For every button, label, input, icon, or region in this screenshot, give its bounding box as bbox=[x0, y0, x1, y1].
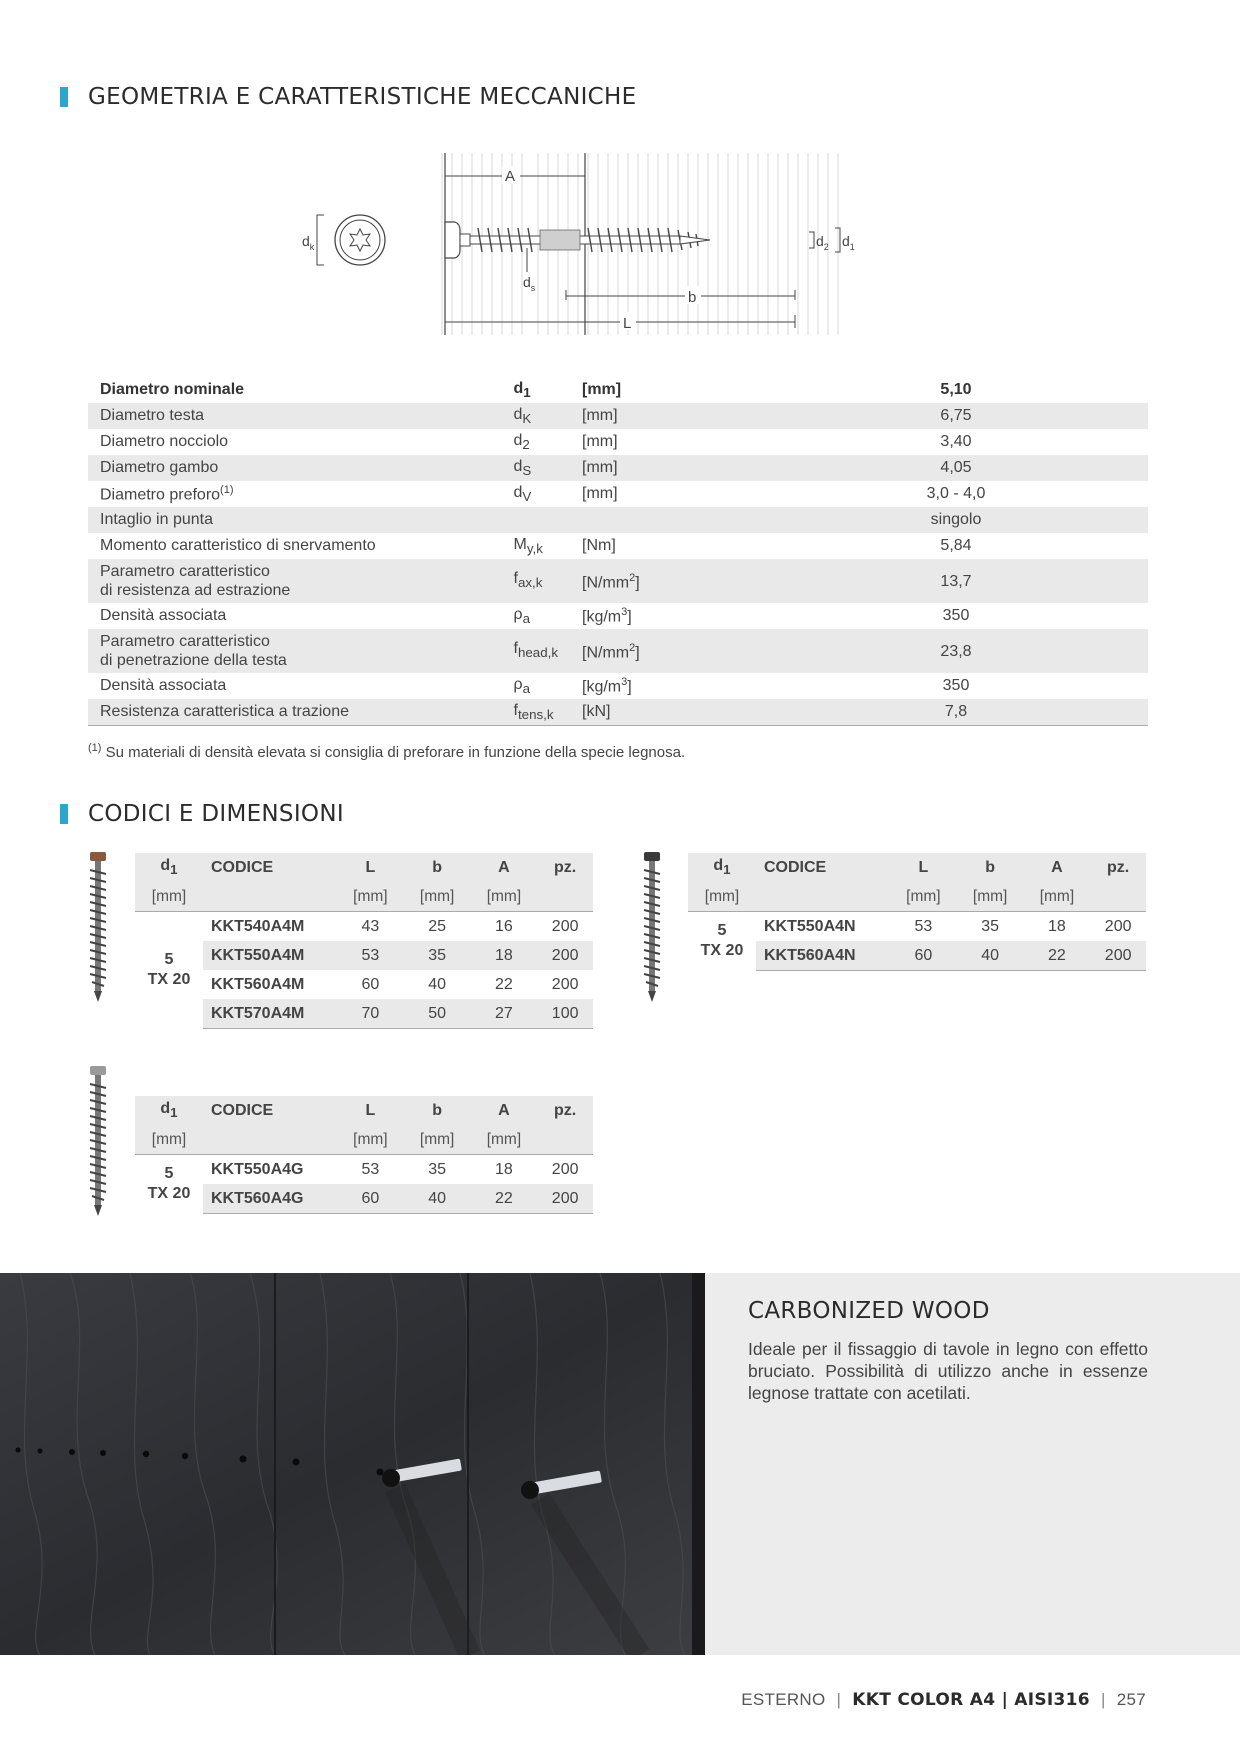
label-A: A bbox=[505, 168, 516, 185]
b-cell: 40 bbox=[957, 941, 1024, 971]
code-cell: KKT570A4M bbox=[203, 999, 337, 1029]
A-cell: 27 bbox=[471, 999, 538, 1029]
table-row bbox=[88, 507, 1148, 533]
b-cell: 35 bbox=[957, 912, 1024, 942]
A-cell: 22 bbox=[1024, 941, 1091, 971]
page-number: 257 bbox=[1116, 1690, 1146, 1709]
property-symbol: $\rho_a$ bbox=[513, 605, 531, 627]
table-row bbox=[88, 403, 1148, 429]
table-row bbox=[88, 377, 1148, 403]
property-value: 350 bbox=[942, 677, 970, 694]
code-cell: KKT550A4G bbox=[203, 1155, 337, 1185]
property-symbol: $d_1$ bbox=[513, 379, 531, 401]
section-title-text: GEOMETRIA E CARATTERISTICHE MECCANICHE bbox=[88, 84, 637, 110]
unit-label: [mm] bbox=[906, 887, 941, 905]
code-cell: KKT540A4M bbox=[203, 912, 337, 942]
unit-label: [mm] bbox=[353, 1130, 388, 1148]
property-name: Diametro gambo bbox=[88, 455, 502, 481]
header-code: CODICE bbox=[211, 858, 274, 876]
table-row bbox=[688, 912, 1146, 942]
A-cell: 22 bbox=[495, 975, 513, 993]
property-name: Intaglio in punta bbox=[88, 507, 502, 533]
property-symbol: $\rho_a$ bbox=[513, 675, 531, 697]
d1-value: 5 TX 20 bbox=[135, 912, 203, 1029]
property-value: 4,05 bbox=[764, 455, 1148, 481]
L-cell: 60 bbox=[361, 975, 380, 993]
section-marker bbox=[60, 87, 68, 107]
header-d1: $d_1$ bbox=[713, 857, 731, 878]
property-unit: [kN] bbox=[570, 699, 764, 726]
footer-section: ESTERNO bbox=[741, 1690, 826, 1709]
section-title-text: CODICI E DIMENSIONI bbox=[88, 801, 344, 827]
b-cell: 25 bbox=[404, 912, 471, 942]
pz-cell: 200 bbox=[551, 975, 579, 993]
label-dk: $d_k$ bbox=[302, 233, 315, 252]
property-value: 350 bbox=[942, 607, 970, 624]
property-name: Diametro testa bbox=[88, 403, 502, 429]
unit-label: [mm] bbox=[419, 1130, 455, 1148]
code-cell: KKT560A4G bbox=[203, 1184, 337, 1214]
property-value: singolo bbox=[764, 507, 1148, 533]
header-b: b bbox=[985, 858, 996, 876]
property-value: 3,0 - 4,0 bbox=[926, 485, 986, 502]
property-unit: $[N/mm^2]$ bbox=[570, 559, 764, 603]
code-cell: KKT560A4M bbox=[211, 975, 305, 993]
property-unit: [mm] bbox=[582, 433, 618, 450]
L-cell: 53 bbox=[337, 941, 404, 970]
A-cell: 18 bbox=[1024, 912, 1091, 942]
header-d1: $d_1$ bbox=[160, 1100, 178, 1121]
property-value: 5,10 bbox=[940, 381, 972, 398]
property-unit: [mm] bbox=[570, 403, 764, 429]
L-cell: 43 bbox=[337, 912, 404, 942]
section-marker bbox=[60, 804, 68, 824]
property-value: 5,84 bbox=[940, 537, 972, 554]
label-d1: $d_1$ bbox=[842, 233, 855, 252]
header-L: L bbox=[918, 858, 929, 876]
carbonized-wood-panel bbox=[705, 1273, 1240, 1655]
screw-n-icon bbox=[640, 852, 664, 1004]
property-symbol: $d_V$ bbox=[513, 483, 532, 505]
property-symbol bbox=[502, 507, 570, 533]
property-symbol: $d_K$ bbox=[502, 403, 570, 429]
property-symbol: $M_{y,k}$ bbox=[513, 535, 543, 557]
L-cell: 53 bbox=[337, 1155, 404, 1185]
header-A: A bbox=[498, 858, 510, 876]
property-unit: $[kg/m^3]$ bbox=[582, 675, 632, 696]
panel-description: Ideale per il fissaggio di tavole in legno con effetto bruciato. Possibilità di utilizzo anche in essenze legnose trattate con acetilati. bbox=[748, 1339, 1148, 1403]
property-symbol: $d_2$ bbox=[513, 431, 530, 453]
unit-label: [mm] bbox=[486, 887, 522, 905]
property-value: 13,7 bbox=[764, 559, 1148, 603]
property-unit: [mm] bbox=[582, 485, 618, 502]
property-unit: $[kg/m^3]$ bbox=[582, 605, 632, 626]
table-row bbox=[88, 629, 1148, 673]
header-L: L bbox=[365, 858, 376, 876]
property-symbol: $d_S$ bbox=[502, 455, 570, 481]
A-cell: 18 bbox=[471, 941, 538, 970]
table-row bbox=[88, 559, 1148, 603]
table-row bbox=[88, 673, 1148, 699]
pz-cell: 200 bbox=[537, 1155, 593, 1185]
table-row bbox=[88, 533, 1148, 559]
screw-diagram bbox=[290, 150, 950, 340]
property-unit: [mm] bbox=[582, 381, 622, 398]
header-pz: pz. bbox=[554, 858, 577, 876]
property-name: Momento caratteristico di snervamento bbox=[100, 537, 376, 554]
codes-table-g bbox=[135, 1096, 593, 1214]
property-value: 23,8 bbox=[764, 629, 1148, 673]
table-row bbox=[88, 699, 1148, 726]
property-name: Diametro nominale bbox=[100, 381, 245, 398]
b-cell: 35 bbox=[404, 941, 471, 970]
header-b: b bbox=[432, 858, 443, 876]
codes-table-m bbox=[135, 853, 593, 1029]
L-cell: 60 bbox=[337, 1184, 404, 1214]
screw-g-icon bbox=[86, 1066, 110, 1218]
pz-cell: 100 bbox=[537, 999, 593, 1029]
property-symbol: $f_{head,k}$ bbox=[502, 629, 570, 673]
codes-table-n bbox=[688, 853, 1146, 971]
section-title-geometry bbox=[60, 84, 636, 110]
code-cell: KKT550A4N bbox=[756, 912, 890, 942]
property-name: Parametro caratteristico di penetrazione della testa bbox=[88, 629, 502, 673]
label-L: L bbox=[623, 315, 632, 332]
property-name: Densità associata bbox=[100, 677, 227, 694]
footnote: $^{(1)}$ Su materiali di densità elevata si consiglia di preforare in funzione della specie legnosa. bbox=[88, 742, 686, 761]
property-name: Densità associata bbox=[100, 607, 227, 624]
L-cell: 60 bbox=[890, 941, 957, 971]
property-symbol: $f_{tens,k}$ bbox=[502, 699, 570, 726]
header-d1: $d_1$ bbox=[160, 857, 178, 878]
carbonized-wood-photo bbox=[0, 1273, 705, 1655]
L-cell: 53 bbox=[890, 912, 957, 942]
page-footer: ESTERNO | KKT COLOR A4 | AISI316 | 257 bbox=[741, 1690, 1146, 1710]
b-cell: 50 bbox=[404, 999, 471, 1029]
A-cell: 16 bbox=[471, 912, 538, 942]
header-L: L bbox=[365, 1101, 376, 1119]
screw-head-view bbox=[302, 215, 385, 265]
table-row bbox=[88, 481, 1148, 507]
unit-label: [mm] bbox=[704, 887, 740, 905]
header-pz: pz. bbox=[1107, 858, 1130, 876]
table-row bbox=[135, 912, 593, 942]
unit-label: [mm] bbox=[972, 887, 1008, 905]
property-name: Resistenza caratteristica a trazione bbox=[88, 699, 502, 726]
table-row bbox=[688, 941, 1146, 971]
property-value: 6,75 bbox=[764, 403, 1148, 429]
unit-label: [mm] bbox=[353, 887, 388, 905]
label-ds: $d_s$ bbox=[523, 274, 536, 293]
code-cell: KKT560A4N bbox=[756, 941, 890, 971]
panel-title: CARBONIZED WOOD bbox=[748, 1298, 990, 1324]
pz-cell: 200 bbox=[537, 1184, 593, 1214]
L-cell: 70 bbox=[337, 999, 404, 1029]
A-cell: 22 bbox=[471, 1184, 538, 1214]
unit-label: [mm] bbox=[1039, 887, 1075, 905]
b-cell: 35 bbox=[404, 1155, 471, 1185]
property-value: 3,40 bbox=[940, 433, 972, 450]
table-row bbox=[135, 1155, 593, 1185]
header-code: CODICE bbox=[211, 1101, 274, 1119]
unit-label: [mm] bbox=[151, 887, 187, 905]
property-unit: [Nm] bbox=[582, 537, 616, 554]
unit-label: [mm] bbox=[151, 1130, 187, 1148]
pz-cell: 200 bbox=[1090, 941, 1146, 971]
table-row bbox=[135, 941, 593, 970]
property-name: Diametro preforo$^{(1)}$ bbox=[100, 483, 234, 504]
table-row bbox=[135, 1184, 593, 1214]
wood-texture-image bbox=[0, 1273, 705, 1655]
label-d2: $d_2$ bbox=[816, 233, 829, 252]
label-b: b bbox=[688, 289, 697, 306]
unit-label: [mm] bbox=[486, 1130, 522, 1148]
b-cell: 40 bbox=[428, 975, 447, 993]
table-row bbox=[88, 455, 1148, 481]
pz-cell: 200 bbox=[537, 941, 593, 970]
property-name: Parametro caratteristico di resistenza ad estrazione bbox=[88, 559, 502, 603]
pz-cell: 200 bbox=[537, 912, 593, 942]
section-title-codes bbox=[60, 801, 344, 827]
header-code: CODICE bbox=[764, 858, 827, 876]
property-unit bbox=[570, 507, 764, 533]
b-cell: 40 bbox=[404, 1184, 471, 1214]
d1-value: 5 TX 20 bbox=[688, 912, 756, 971]
property-value: 7,8 bbox=[764, 699, 1148, 726]
property-symbol: $f_{ax,k}$ bbox=[502, 559, 570, 603]
header-A: A bbox=[498, 1101, 510, 1119]
mechanical-properties-table bbox=[88, 377, 1148, 726]
property-unit: [mm] bbox=[570, 455, 764, 481]
table-row bbox=[88, 603, 1148, 629]
table-row bbox=[135, 970, 593, 999]
header-pz: pz. bbox=[554, 1101, 577, 1119]
footer-product: KKT COLOR A4 | AISI316 bbox=[852, 1690, 1090, 1710]
A-cell: 18 bbox=[471, 1155, 538, 1185]
pz-cell: 200 bbox=[1090, 912, 1146, 942]
property-name: Diametro nocciolo bbox=[100, 433, 229, 450]
header-b: b bbox=[432, 1101, 443, 1119]
table-row bbox=[135, 999, 593, 1029]
table-row bbox=[88, 429, 1148, 455]
property-unit: $[N/mm^2]$ bbox=[570, 629, 764, 673]
code-cell: KKT550A4M bbox=[203, 941, 337, 970]
screw-m-icon bbox=[86, 852, 110, 1004]
unit-label: [mm] bbox=[419, 887, 455, 905]
header-A: A bbox=[1051, 858, 1063, 876]
d1-value: 5 TX 20 bbox=[135, 1155, 203, 1214]
